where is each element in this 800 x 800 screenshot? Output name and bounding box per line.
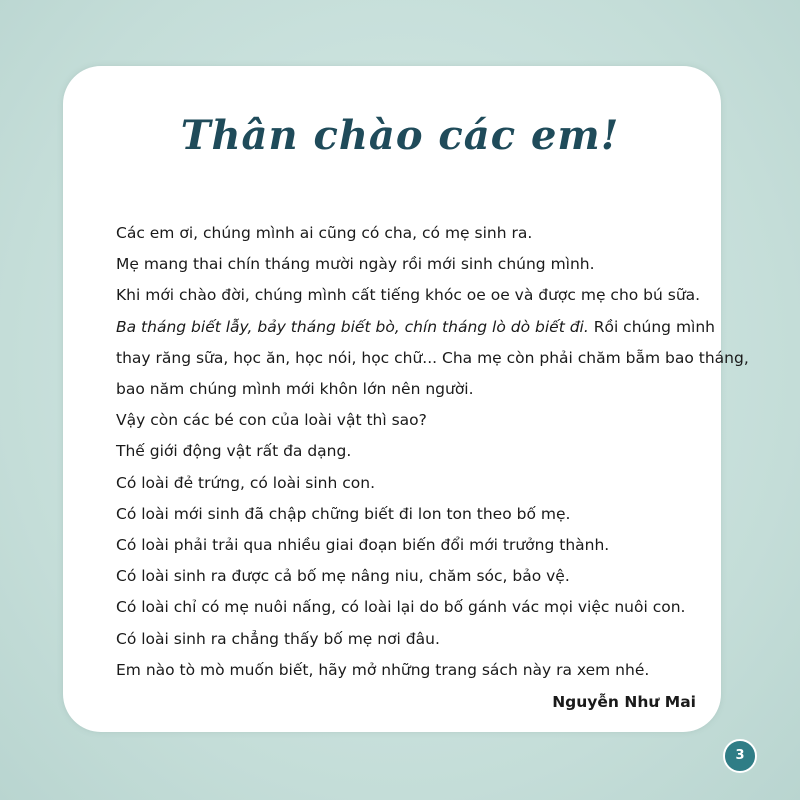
paragraph-line: Vậy còn các bé con của loài vật thì sao? [116, 411, 427, 430]
paragraph-line: Có loài sinh ra được cả bố mẹ nâng niu, chăm sóc, bảo vệ. [116, 567, 570, 586]
paragraph-line: Khi mới chào đời, chúng mình cất tiếng khóc oe oe và được mẹ cho bú sữa. [116, 286, 701, 305]
paragraph-line: Có loài đẻ trứng, có loài sinh con. [116, 473, 376, 492]
paragraph-line: Thế giới động vật rất đa dạng. [116, 442, 352, 461]
paragraph-line: bao năm chúng mình mới khôn lớn nên người. [116, 380, 474, 399]
paragraph-line: Có loài mới sinh đã chập chững biết đi lon ton theo bố mẹ. [116, 504, 571, 523]
paragraph-line: Em nào tò mò muốn biết, hãy mở những trang sách này ra xem nhé. [116, 660, 650, 679]
author-name: Nguyễn Như Mai [552, 693, 696, 711]
paragraph-line: Có loài phải trải qua nhiều giai đoạn biến đổi mới trưởng thành. [116, 536, 610, 555]
page-heading: Thân chào các em! [180, 112, 620, 159]
paragraph-line: Có loài sinh ra chẳng thấy bố mẹ nơi đâu. [116, 629, 440, 648]
page-number-badge: 3 [723, 739, 757, 773]
paragraph-line: Mẹ mang thai chín tháng mười ngày rồi mới sinh chúng mình. [116, 255, 595, 274]
italic-proverb: Ba tháng biết lẫy, bảy tháng biết bò, chín tháng lò dò biết đi. [116, 317, 589, 336]
paragraph-line: thay răng sữa, học ăn, học nói, học chữ... Cha mẹ còn phải chăm bẵm bao tháng, [116, 348, 749, 367]
paragraph-line-continuation: Rồi chúng mình [588, 317, 715, 336]
paragraph-line: Có loài chỉ có mẹ nuôi nấng, có loài lại do bố gánh vác mọi việc nuôi con. [116, 598, 686, 617]
body-text [116, 218, 749, 686]
paragraph-line: Các em ơi, chúng mình ai cũng có cha, có mẹ sinh ra. [116, 224, 533, 242]
paragraph-line [116, 312, 715, 343]
